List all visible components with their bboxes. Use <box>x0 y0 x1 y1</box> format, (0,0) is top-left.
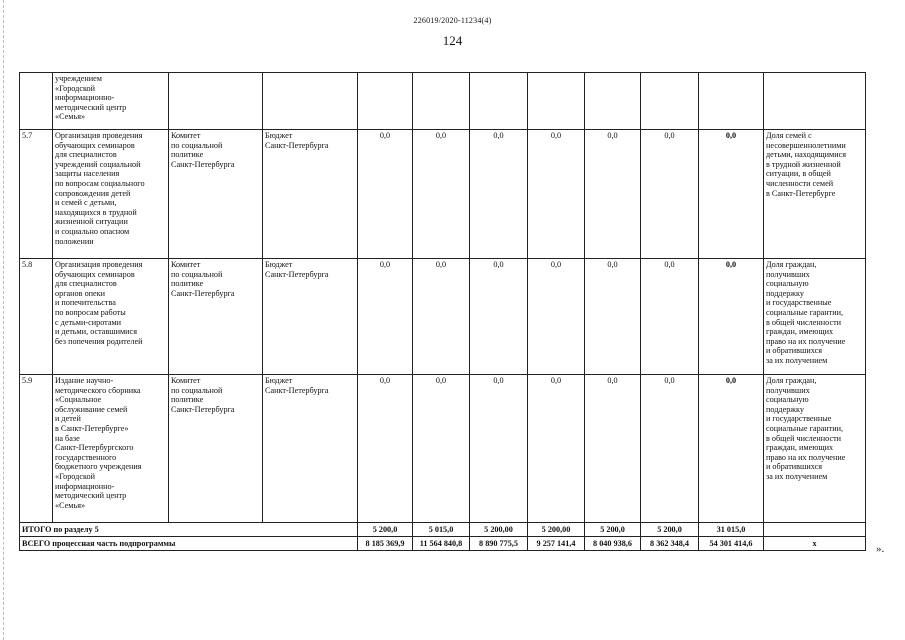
value-total: 0,0 <box>699 130 764 259</box>
activity-name: учреждением «Городской информационно- методический центр «Семья» <box>53 73 169 130</box>
value-year-4: 0,0 <box>528 375 585 523</box>
value-year-1: 0,0 <box>358 130 413 259</box>
grand-total-row <box>20 537 866 551</box>
total-label: ИТОГО по разделу 5 <box>20 523 358 537</box>
table-row <box>20 259 866 375</box>
row-number: 5.7 <box>20 130 53 259</box>
grand-total-sum: 54 301 414,6 <box>699 537 764 551</box>
activity-name: Издание научно- методического сборника «Социальное обслуживание семей и детей в Санкт-Петербурге» на базе Санкт-Петербургского государственного бюджетного учреждения «Городской информационно- методический центр «Семья» <box>53 375 169 523</box>
value-year-4 <box>528 73 585 130</box>
total-year-4: 5 200,00 <box>528 523 585 537</box>
row-number: 5.9 <box>20 375 53 523</box>
indicator: Доля граждан, получивших социальную поддержку и государственные социальные гарантии, в общей численности граждан, имеющих право на их получение и обратившихся за их получением <box>764 259 866 375</box>
value-year-6 <box>641 73 699 130</box>
value-year-2 <box>413 73 470 130</box>
table-row <box>20 73 866 130</box>
grand-total-year-4: 9 257 141,4 <box>528 537 585 551</box>
value-total: 0,0 <box>699 259 764 375</box>
executor: Комитет по социальной политике Санкт-Петербурга <box>169 259 263 375</box>
value-year-5 <box>585 73 641 130</box>
value-year-2: 0,0 <box>413 375 470 523</box>
table-row <box>20 375 866 523</box>
value-year-4: 0,0 <box>528 130 585 259</box>
total-year-3: 5 200,00 <box>470 523 528 537</box>
funding-source: Бюджет Санкт-Петербурга <box>263 259 358 375</box>
total-year-5: 5 200,0 <box>585 523 641 537</box>
indicator: Доля семей с несовершеннолетними детьми, находящимися в трудной жизненной ситуации, в общей численности семей в Санкт-Петербурге <box>764 130 866 259</box>
value-total <box>699 73 764 130</box>
value-year-5: 0,0 <box>585 259 641 375</box>
funding-source: Бюджет Санкт-Петербурга <box>263 375 358 523</box>
value-year-3: 0,0 <box>470 259 528 375</box>
value-year-6: 0,0 <box>641 259 699 375</box>
activity-name: Организация проведения обучающих семинаров для специалистов учреждений социальной защиты населения по вопросам социального сопровождения детей и семей с детьми, находящихся в трудной жизненной ситуации и социально опасном положении <box>53 130 169 259</box>
total-sum: 31 015,0 <box>699 523 764 537</box>
value-total: 0,0 <box>699 375 764 523</box>
value-year-3 <box>470 73 528 130</box>
funding-source <box>263 73 358 130</box>
program-activities-table <box>19 72 866 551</box>
value-year-2: 0,0 <box>413 259 470 375</box>
indicator <box>764 73 866 130</box>
value-year-5: 0,0 <box>585 130 641 259</box>
value-year-4: 0,0 <box>528 259 585 375</box>
value-year-6: 0,0 <box>641 375 699 523</box>
executor: Комитет по социальной политике Санкт-Петербурга <box>169 375 263 523</box>
total-year-2: 5 015,0 <box>413 523 470 537</box>
row-number <box>20 73 53 130</box>
executor <box>169 73 263 130</box>
value-year-5: 0,0 <box>585 375 641 523</box>
total-year-1: 5 200,0 <box>358 523 413 537</box>
grand-total-indicator: х <box>764 537 866 551</box>
value-year-6: 0,0 <box>641 130 699 259</box>
grand-total-year-5: 8 040 938,6 <box>585 537 641 551</box>
value-year-1 <box>358 73 413 130</box>
value-year-1: 0,0 <box>358 375 413 523</box>
closing-quote-mark: ». <box>876 543 885 555</box>
grand-total-year-1: 8 185 369,9 <box>358 537 413 551</box>
value-year-2: 0,0 <box>413 130 470 259</box>
funding-source: Бюджет Санкт-Петербурга <box>263 130 358 259</box>
grand-total-label: ВСЕГО процессная часть подпрограммы <box>20 537 358 551</box>
document-id: 226019/2020-11234(4) <box>413 16 492 25</box>
grand-total-year-3: 8 890 775,5 <box>470 537 528 551</box>
section-total-row <box>20 523 866 537</box>
total-year-6: 5 200,0 <box>641 523 699 537</box>
executor: Комитет по социальной политике Санкт-Петербурга <box>169 130 263 259</box>
row-number: 5.8 <box>20 259 53 375</box>
page-number: 124 <box>442 33 463 48</box>
table-row <box>20 130 866 259</box>
value-year-1: 0,0 <box>358 259 413 375</box>
scan-edge-line <box>3 0 4 640</box>
grand-total-year-6: 8 362 348,4 <box>641 537 699 551</box>
total-indicator <box>764 523 866 537</box>
indicator: Доля граждан, получивших социальную поддержку и государственные социальные гарантии, в общей численности граждан, имеющих право на их получение и обратившихся за их получением <box>764 375 866 523</box>
grand-total-year-2: 11 564 840,8 <box>413 537 470 551</box>
activity-name: Организация проведения обучающих семинаров для специалистов органов опеки и попечительства по вопросам работы с детьми-сиротами и детьми, оставшимися без попечения родителей <box>53 259 169 375</box>
value-year-3: 0,0 <box>470 375 528 523</box>
value-year-3: 0,0 <box>470 130 528 259</box>
